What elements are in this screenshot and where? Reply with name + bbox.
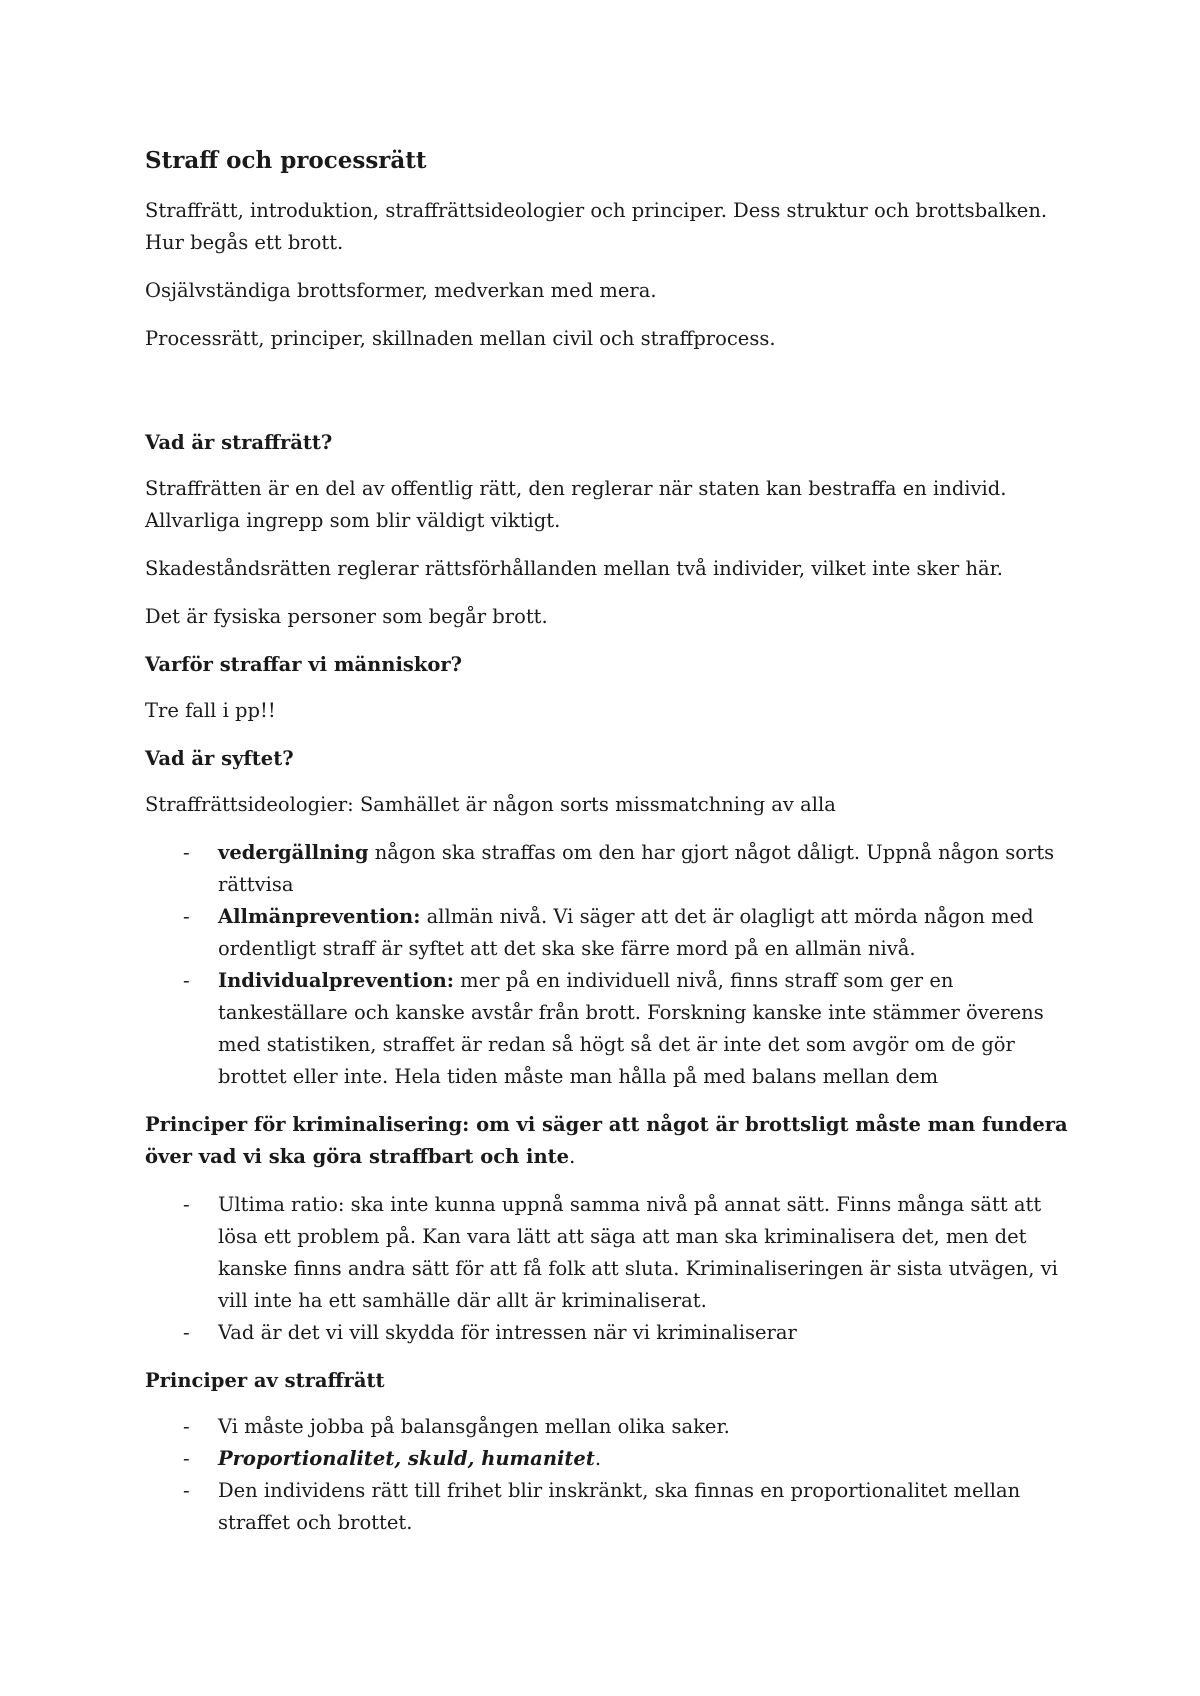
list-dash: - [183, 905, 190, 928]
term-allmanprevention: Allmänprevention: [218, 905, 421, 928]
intro-paragraph-2: Osjälvständiga brottsformer, medverkan med mera. [145, 279, 657, 302]
list-item [145, 1475, 1075, 1539]
intro-paragraph-3: Processrätt, principer, skillnaden mellan civil och straffprocess. [145, 327, 776, 350]
list-dash: - [183, 969, 190, 992]
list-dash: - [183, 841, 190, 864]
list-dash: - [183, 1447, 190, 1470]
heading-principer-kriminalisering [145, 1109, 1075, 1173]
document-title: Straff och processrätt [145, 147, 427, 174]
straffratt-paragraph-3: Det är fysiska personer som begår brott. [145, 605, 548, 628]
heading-vad-ar-straffratt: Vad är straffrätt? [145, 431, 333, 454]
syftet-paragraph: Straffrättsideologier: Samhället är någon sorts missmatchning av alla [145, 793, 836, 816]
list-item [145, 965, 1075, 1093]
principer-list [145, 1411, 1075, 1539]
straffratt-paragraph-1: Straffrätten är en del av offentlig rätt, den reglerar när staten kan bestraffa en individ. Allvarliga ingrepp som blir väldigt viktigt. [145, 477, 1007, 532]
heading-varfor-straffar: Varför straffar vi människor? [145, 653, 463, 676]
kriminalisering-heading-tail: . [569, 1145, 576, 1168]
intro-paragraph-1: Straffrätt, introduktion, straffrättsideologier och principer. Dess struktur och brottsbalken. Hur begås ett brott. [145, 199, 1048, 254]
list-item [145, 1443, 1075, 1475]
list-item [145, 901, 1075, 965]
list-item [145, 1411, 1075, 1443]
heading-vad-ar-syftet: Vad är syftet? [145, 747, 294, 770]
list-item-text: mer på en individuell nivå, finns straff som ger en tankeställare och kanske avstår från brott. Forskning kanske inte stämmer överens med statistiken, straffet är redan så högt så det är inte det som avgör om de gör brottet eller inte. Hela tiden måste man hålla på med balans mellan dem [218, 969, 1044, 1088]
list-dash: - [183, 1193, 190, 1216]
list-dash: - [183, 1321, 190, 1344]
term-individualprevention: Individualprevention: [218, 969, 454, 992]
syftet-list [145, 837, 1075, 1093]
straffratt-paragraph-2: Skadeståndsrätten reglerar rättsförhållanden mellan två individer, vilket inte sker här. [145, 557, 1003, 580]
heading-principer-av-straffratt: Principer av straffrätt [145, 1369, 385, 1392]
list-item-text: Vad är det vi vill skydda för intressen när vi kriminaliserar [218, 1321, 797, 1344]
term-proportionalitet: Proportionalitet, skuld, humanitet [218, 1447, 595, 1470]
document-body [145, 145, 1075, 1555]
list-item [145, 1189, 1075, 1317]
list-item-tail: . [594, 1447, 602, 1470]
list-item-text: Ultima ratio: ska inte kunna uppnå samma nivå på annat sätt. Finns många sätt att lösa ett problem på. Kan vara lätt att säga att man ska kriminalisera det, men det kanske finns andra sätt för att få folk att sluta. Kriminaliseringen är sista utvägen, vi vill inte ha ett samhälle där allt är kriminaliserat. [218, 1193, 1058, 1312]
section-spacer [145, 371, 1075, 427]
kriminalisering-heading-bold: Principer för kriminalisering: om vi säger att något är brottsligt måste man fundera över vad vi ska göra straffbart och inte [145, 1113, 1068, 1168]
list-dash: - [183, 1479, 190, 1502]
term-vedergallning: vedergällning [218, 841, 369, 864]
varfor-paragraph: Tre fall i pp!! [145, 699, 276, 722]
list-item [145, 837, 1075, 901]
list-item-text: någon ska straffas om den har gjort något dåligt. Uppnå någon sorts rättvisa [218, 841, 1055, 896]
list-item-text: allmän nivå. Vi säger att det är olagligt att mörda någon med ordentligt straff är syftet att det ska ske färre mord på en allmän nivå. [218, 905, 1034, 960]
kriminalisering-list [145, 1189, 1075, 1349]
list-item-text: Vi måste jobba på balansgången mellan olika saker. [218, 1415, 730, 1438]
list-item-text: Den individens rätt till frihet blir inskränkt, ska finnas en proportionalitet mellan straffet och brottet. [218, 1479, 1021, 1534]
list-dash: - [183, 1415, 190, 1438]
list-item [145, 1317, 1075, 1349]
